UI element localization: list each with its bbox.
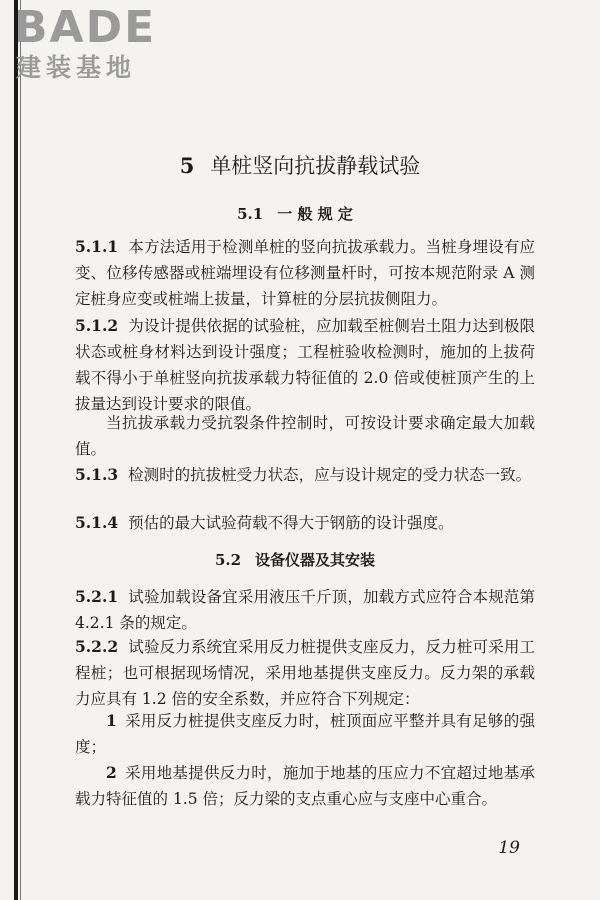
clause-text: 当抗拔承载力受抗裂条件控制时，可按设计要求确定最大加载值。 (75, 414, 535, 458)
section-heading (60, 549, 530, 570)
section-number: 5.1 (237, 205, 264, 223)
list-item (75, 760, 535, 812)
clause-paragraph (75, 584, 535, 636)
item-text: 采用地基提供反力时，施加于地基的压应力不宜超过地基承载力特征值的 1.5 倍；反力梁的支点重心应与支座中心重合。 (75, 764, 535, 808)
chapter-number: 5 (179, 153, 195, 178)
item-number: 1 (106, 711, 117, 730)
clause-text: 试验反力系统宜采用反力桩提供支座反力，反力桩可采用工程桩；也可根据现场情况，采用地基提供支座反力。反力架的承载力应具有 1.2 倍的安全系数，并应符合下列规定： (75, 638, 535, 708)
clause-paragraph (75, 462, 535, 488)
clause-paragraph (75, 313, 535, 417)
clause-number: 5.1.2 (75, 316, 119, 335)
logo-wordmark: BADE (14, 2, 157, 53)
watermark-logo (14, 4, 174, 84)
clause-paragraph (75, 510, 535, 536)
binding-line-inner (20, 0, 21, 900)
clause-number: 5.1.3 (75, 465, 119, 484)
clause-text: 试验加载设备宜采用液压千斤顶，加载方式应符合本规范第 4.2.1 条的规定。 (75, 588, 535, 632)
chapter-title (0, 150, 600, 180)
clause-text: 为设计提供依据的试验桩，应加载至桩侧岩土阻力达到极限状态或桩身材料达到设计强度；工程桩验收检测时，施加的上拔荷载不得小于单桩竖向抗拔承载力特征值的 2.0 倍或使桩顶产生的上拔量达到设计要求的限值。 (75, 317, 535, 413)
clause-number: 5.1.1 (75, 237, 119, 256)
item-number: 2 (106, 763, 117, 782)
section-title: 一 般 规 定 (277, 205, 353, 223)
page-number: 19 (498, 838, 520, 858)
logo-subtitle: 建装基地 (16, 53, 137, 82)
clause-number: 5.1.4 (75, 513, 119, 532)
section-heading (60, 203, 530, 224)
clause-number: 5.2.1 (75, 587, 119, 606)
clause-text: 本方法适用于检测单桩的竖向抗拔承载力。当桩身埋设有应变、位移传感器或桩端埋设有位移测量杆时，可按本规范附录 A 测定桩身应变或桩端上拔量，计算桩的分层抗拔侧阻力。 (75, 238, 535, 308)
clause-text: 预估的最大试验荷载不得大于钢筋的设计强度。 (128, 514, 454, 532)
clause-text: 检测时的抗拔桩受力状态，应与设计规定的受力状态一致。 (128, 466, 532, 484)
item-text: 采用反力桩提供支座反力时，桩顶面应平整并具有足够的强度； (75, 712, 535, 756)
clause-paragraph (75, 234, 535, 312)
clause-continuation (75, 410, 535, 462)
clause-paragraph (75, 634, 535, 712)
chapter-title-text: 单桩竖向抗拔静载试验 (210, 154, 421, 178)
binding-line (14, 0, 18, 900)
section-number: 5.2 (214, 551, 242, 569)
section-title: 设备仪器及其安装 (255, 551, 376, 569)
list-item (75, 708, 535, 760)
clause-number: 5.2.2 (75, 637, 119, 656)
